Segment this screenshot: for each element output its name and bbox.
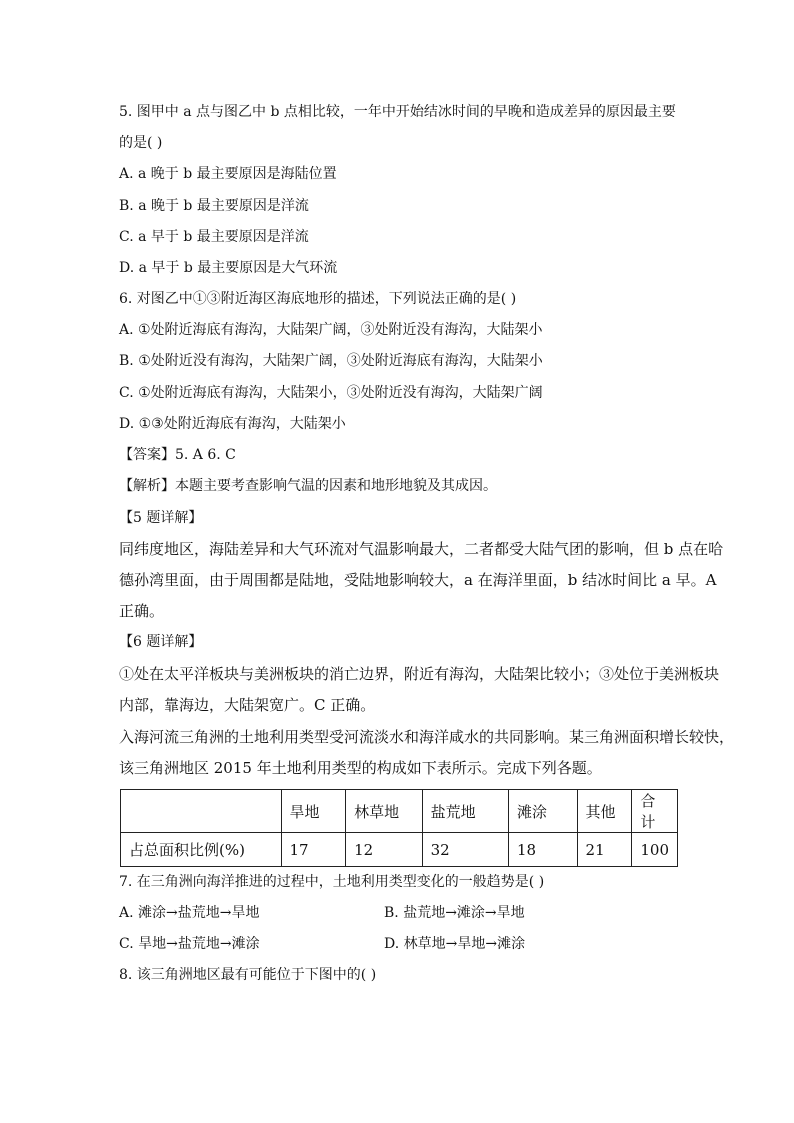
- table-cell-total: 100: [632, 833, 678, 867]
- detail5-title: 【5 题详解】: [119, 510, 203, 526]
- q6-option-d: D. ①③处附近海底有海沟，大陆架小: [119, 416, 346, 432]
- table-cell-tidal-flat: 18: [508, 833, 577, 867]
- table-header-row: [121, 790, 678, 833]
- detail6-line2: 内部，靠海边，大陆架宽广。C 正确。: [119, 696, 376, 714]
- table-header-empty: [121, 790, 282, 833]
- table-row: [121, 833, 678, 867]
- table-header-saline: 盐荒地: [422, 790, 508, 833]
- q6-stem: 6. 对图乙中①③附近海区海底地形的描述，下列说法正确的是( ): [119, 291, 517, 307]
- table-cell-other: 21: [577, 833, 632, 867]
- q7-option-a: A. 滩涂→盐荒地→旱地: [119, 905, 260, 921]
- q5-stem-line2: 的是( ): [119, 135, 163, 151]
- table-cell-saline: 32: [422, 833, 508, 867]
- detail5-line2: 德孙湾里面，由于周围都是陆地，受陆地影响较大，a 在海洋里面，b 结冰时间比 a 早。A: [119, 571, 717, 589]
- q5-option-c: C. a 早于 b 最主要原因是洋流: [119, 229, 309, 245]
- analysis-line: 【解析】本题主要考查影响气温的因素和地形地貌及其成因。: [119, 478, 497, 494]
- table-header-dryland: 旱地: [281, 790, 346, 833]
- detail5-line3: 正确。: [119, 602, 165, 620]
- q6-option-c: C. ①处附近海底有海沟，大陆架小，③处附近没有海沟，大陆架广阔: [119, 385, 543, 401]
- q7-option-d: D. 林草地→旱地→滩涂: [384, 936, 526, 952]
- q7-option-b: B. 盐荒地→滩涂→旱地: [384, 905, 525, 921]
- q7-option-c: C. 旱地→盐荒地→滩涂: [119, 936, 260, 952]
- table-header-other: 其他: [577, 790, 632, 833]
- q7-stem: 7. 在三角洲向海洋推进的过程中，土地利用类型变化的一般趋势是( ): [119, 874, 545, 890]
- detail6-line1: ①处在太平洋板块与美洲板块的消亡边界，附近有海沟，大陆架比较小；③处位于美洲板块: [119, 665, 720, 683]
- table-header-total: 合计: [632, 790, 678, 833]
- table-cell-forest-grass: 12: [346, 833, 422, 867]
- q6-option-b: B. ①处附近没有海沟，大陆架广阔，③处附近海底有海沟，大陆架小: [119, 353, 543, 369]
- table-header-forest-grass: 林草地: [346, 790, 422, 833]
- detail5-line1: 同纬度地区，海陆差异和大气环流对气温影响最大，二者都受大陆气团的影响，但 b 点在哈: [119, 540, 724, 558]
- q6-option-a: A. ①处附近海底有海沟，大陆架广阔，③处附近没有海沟，大陆架小: [119, 322, 543, 338]
- q5-option-d: D. a 早于 b 最主要原因是大气环流: [119, 260, 338, 276]
- q5-stem-line1: 5. 图甲中 a 点与图乙中 b 点相比较，一年中开始结冰时间的早晚和造成差异的原因最主要: [119, 104, 676, 120]
- answer-line: 【答案】5. A 6. C: [119, 447, 236, 463]
- intro-line1: 入海河流三角洲的土地利用类型受河流淡水和海洋咸水的共同影响。某三角洲面积增长较快，: [119, 728, 735, 746]
- detail6-title: 【6 题详解】: [119, 634, 203, 650]
- q5-option-b: B. a 晚于 b 最主要原因是洋流: [119, 198, 309, 214]
- table-cell-dryland: 17: [281, 833, 346, 867]
- land-use-table: [120, 789, 678, 867]
- table-header-tidal-flat: 滩涂: [508, 790, 577, 833]
- table-row-label: 占总面积比例(%): [121, 833, 282, 867]
- q5-option-a: A. a 晚于 b 最主要原因是海陆位置: [119, 166, 337, 182]
- q8-stem: 8. 该三角洲地区最有可能位于下图中的( ): [119, 967, 377, 983]
- intro-line2: 该三角洲地区 2015 年土地利用类型的构成如下表所示。完成下列各题。: [119, 759, 602, 777]
